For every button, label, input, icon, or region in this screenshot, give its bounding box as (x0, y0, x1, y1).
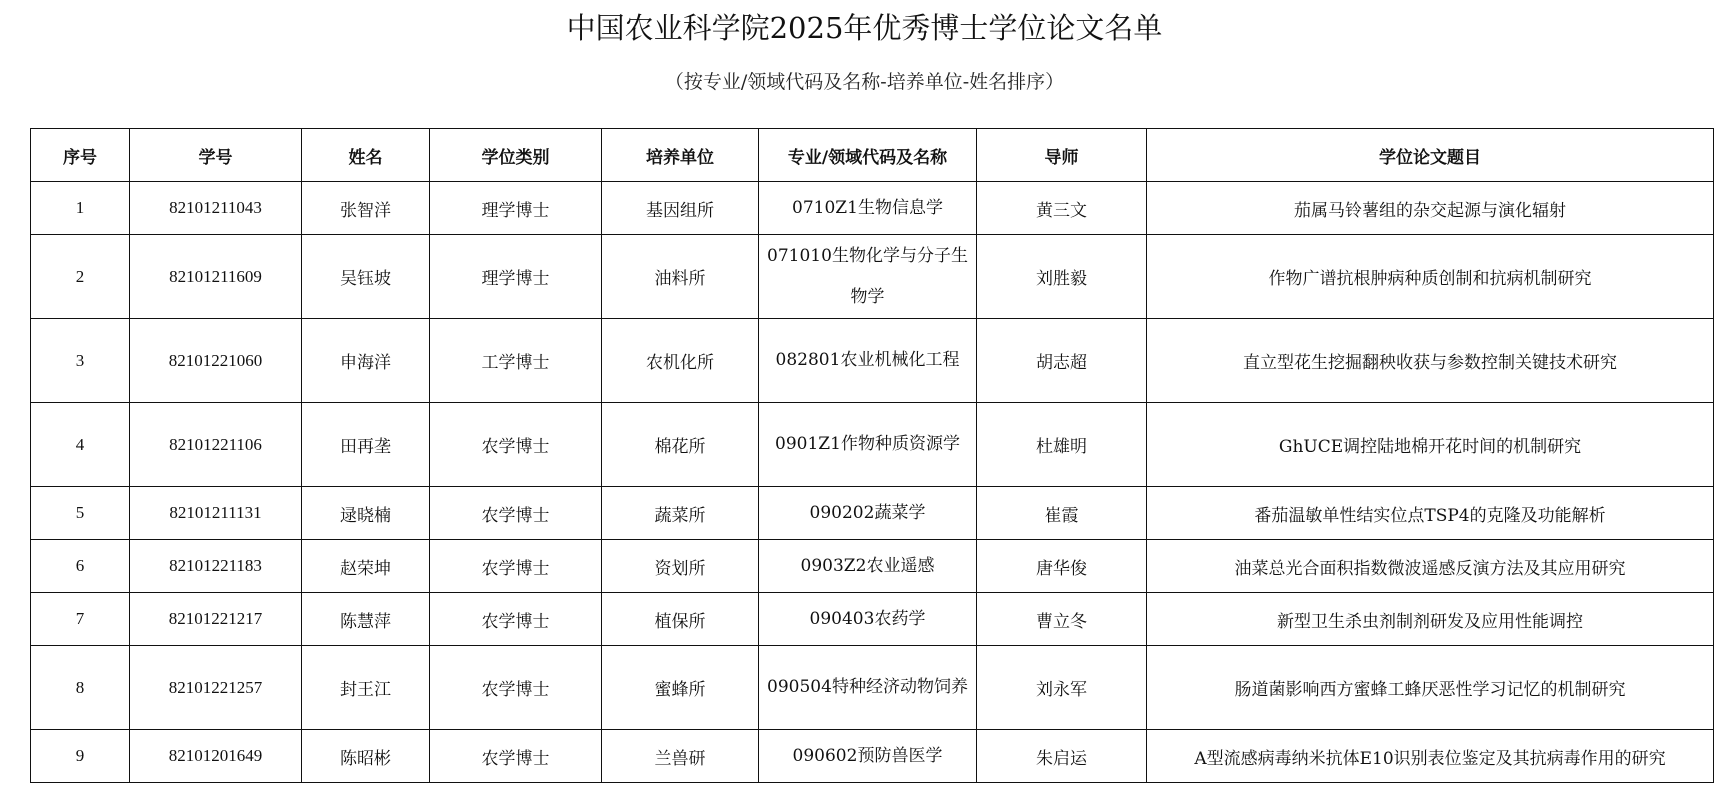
cell-index: 7 (31, 593, 130, 646)
cell-institute: 蔬菜所 (602, 487, 759, 540)
roster-table (30, 128, 1714, 783)
cell-student-id: 82101211131 (130, 487, 302, 540)
cell-major: 090403农药学 (759, 593, 977, 646)
cell-thesis-title: 直立型花生挖掘翻秧收获与参数控制关键技术研究 (1147, 319, 1714, 403)
cell-degree-type: 农学博士 (430, 593, 602, 646)
cell-advisor: 黄三文 (977, 182, 1147, 235)
header-major: 专业/领域代码及名称 (759, 129, 977, 182)
cell-institute: 兰兽研 (602, 730, 759, 783)
cell-institute: 植保所 (602, 593, 759, 646)
page-title: 中国农业科学院2025年优秀博士学位论文名单 (566, 11, 1163, 45)
cell-degree-type: 工学博士 (430, 319, 602, 403)
cell-index: 4 (31, 403, 130, 487)
header-advisor: 导师 (977, 129, 1147, 182)
cell-advisor: 杜雄明 (977, 403, 1147, 487)
cell-major: 0903Z2农业遥感 (759, 540, 977, 593)
table-row (31, 319, 1714, 403)
cell-name: 逯晓楠 (302, 487, 430, 540)
cell-name: 封王江 (302, 646, 430, 730)
header-student-id: 学号 (130, 129, 302, 182)
cell-index: 5 (31, 487, 130, 540)
cell-degree-type: 理学博士 (430, 182, 602, 235)
cell-name: 申海洋 (302, 319, 430, 403)
cell-advisor: 刘永军 (977, 646, 1147, 730)
cell-degree-type: 农学博士 (430, 646, 602, 730)
cell-institute: 农机化所 (602, 319, 759, 403)
header-institute: 培养单位 (602, 129, 759, 182)
cell-thesis-title: 新型卫生杀虫剂制剂研发及应用性能调控 (1147, 593, 1714, 646)
cell-student-id: 82101221257 (130, 646, 302, 730)
cell-major: 090202蔬菜学 (759, 487, 977, 540)
cell-advisor: 曹立冬 (977, 593, 1147, 646)
cell-thesis-title: GhUCE调控陆地棉开花时间的机制研究 (1147, 403, 1714, 487)
cell-institute: 资划所 (602, 540, 759, 593)
cell-thesis-title: 番茄温敏单性结实位点TSP4的克隆及功能解析 (1147, 487, 1714, 540)
cell-index: 2 (31, 235, 130, 319)
cell-name: 陈慧萍 (302, 593, 430, 646)
cell-degree-type: 农学博士 (430, 730, 602, 783)
table-row (31, 730, 1714, 783)
cell-advisor: 唐华俊 (977, 540, 1147, 593)
cell-degree-type: 农学博士 (430, 403, 602, 487)
cell-student-id: 82101221183 (130, 540, 302, 593)
table-row (31, 235, 1714, 319)
cell-index: 1 (31, 182, 130, 235)
cell-degree-type: 理学博士 (430, 235, 602, 319)
table-row (31, 646, 1714, 730)
cell-major: 071010生物化学与分子生物学 (759, 235, 977, 319)
header-degree-type: 学位类别 (430, 129, 602, 182)
cell-major: 0901Z1作物种质资源学 (759, 403, 977, 487)
cell-thesis-title: 茄属马铃薯组的杂交起源与演化辐射 (1147, 182, 1714, 235)
table-row (31, 403, 1714, 487)
header-index: 序号 (31, 129, 130, 182)
cell-institute: 棉花所 (602, 403, 759, 487)
cell-degree-type: 农学博士 (430, 487, 602, 540)
cell-advisor: 崔霞 (977, 487, 1147, 540)
cell-student-id: 82101201649 (130, 730, 302, 783)
cell-major: 090602预防兽医学 (759, 730, 977, 783)
table-header-row (31, 129, 1714, 182)
table-row (31, 182, 1714, 235)
header-name: 姓名 (302, 129, 430, 182)
cell-index: 3 (31, 319, 130, 403)
cell-student-id: 82101221217 (130, 593, 302, 646)
cell-name: 赵荣坤 (302, 540, 430, 593)
cell-advisor: 胡志超 (977, 319, 1147, 403)
cell-advisor: 刘胜毅 (977, 235, 1147, 319)
cell-student-id: 82101211609 (130, 235, 302, 319)
page-subtitle: （按专业/领域代码及名称-培养单位-姓名排序） (664, 71, 1065, 93)
cell-advisor: 朱启运 (977, 730, 1147, 783)
cell-thesis-title: A型流感病毒纳米抗体E10识别表位鉴定及其抗病毒作用的研究 (1147, 730, 1714, 783)
cell-major: 090504特种经济动物饲养 (759, 646, 977, 730)
cell-index: 9 (31, 730, 130, 783)
cell-institute: 蜜蜂所 (602, 646, 759, 730)
table-row (31, 593, 1714, 646)
table-row (31, 487, 1714, 540)
cell-index: 6 (31, 540, 130, 593)
cell-major: 082801农业机械化工程 (759, 319, 977, 403)
cell-name: 陈昭彬 (302, 730, 430, 783)
cell-student-id: 82101221106 (130, 403, 302, 487)
cell-index: 8 (31, 646, 130, 730)
cell-name: 田再垄 (302, 403, 430, 487)
table-row (31, 540, 1714, 593)
cell-thesis-title: 作物广谱抗根肿病种质创制和抗病机制研究 (1147, 235, 1714, 319)
cell-student-id: 82101211043 (130, 182, 302, 235)
cell-thesis-title: 肠道菌影响西方蜜蜂工蜂厌恶性学习记忆的机制研究 (1147, 646, 1714, 730)
cell-thesis-title: 油菜总光合面积指数微波遥感反演方法及其应用研究 (1147, 540, 1714, 593)
cell-institute: 基因组所 (602, 182, 759, 235)
cell-major: 0710Z1生物信息学 (759, 182, 977, 235)
cell-student-id: 82101221060 (130, 319, 302, 403)
cell-institute: 油料所 (602, 235, 759, 319)
header-thesis-title: 学位论文题目 (1147, 129, 1714, 182)
cell-degree-type: 农学博士 (430, 540, 602, 593)
cell-name: 张智洋 (302, 182, 430, 235)
cell-name: 吴钰坡 (302, 235, 430, 319)
